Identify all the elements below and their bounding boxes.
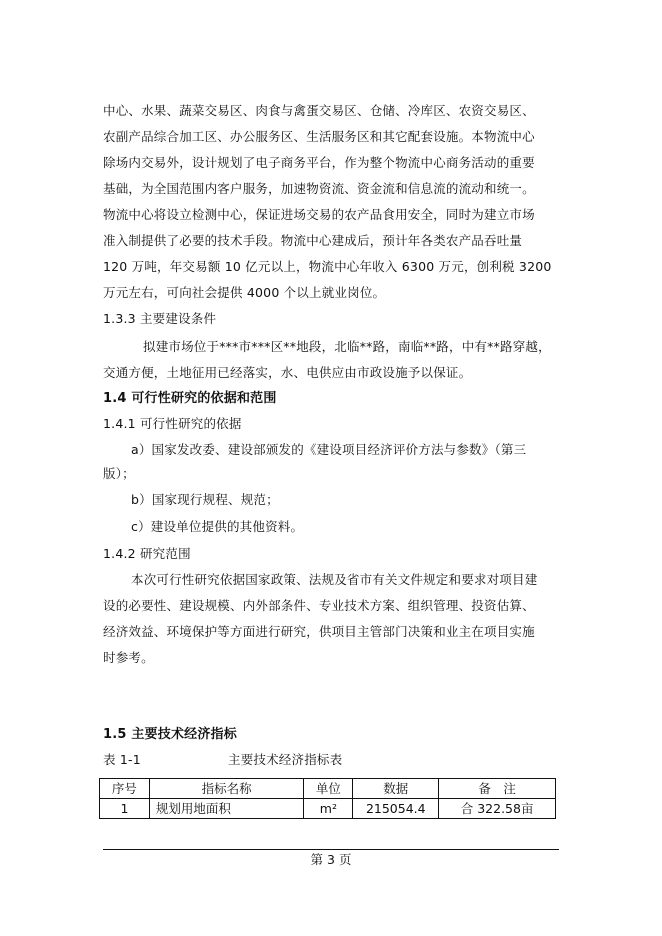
header-remark: 备 注: [439, 779, 556, 799]
paragraph-line: 中心、水果、蔬菜交易区、肉食与禽蛋交易区、仓储、冷库区、农资交易区、: [103, 103, 535, 118]
list-item-continuation: 版）；: [103, 466, 135, 481]
paragraph-line: 万元左右，可向社会提供 4000 个以上就业岗位。: [103, 285, 386, 300]
page-number: 第 3 页: [310, 852, 352, 867]
paragraph-line: 农副产品综合加工区、办公服务区、生活服务区和其它配套设施。本物流中心: [103, 129, 535, 144]
cell-remark: 合 322.58亩: [439, 799, 556, 819]
cell-unit: m²: [304, 799, 353, 819]
subsection-heading-1-4-2: 1.4.2 研究范围: [103, 546, 191, 561]
header-no: 序号: [100, 779, 150, 799]
paragraph-line: 基础，为全国范围内客户服务，加速物资流、资金流和信息流的流动和统一。: [103, 181, 535, 196]
section-heading-1-5: 1.5 主要技术经济指标: [103, 727, 237, 742]
list-item: a）国家发改委、建设部颁发的《建设项目经济评价方法与参数》（第三: [131, 442, 527, 457]
metrics-table: [99, 778, 556, 819]
paragraph-line: 时参考。: [103, 650, 154, 665]
paragraph-line: 交通方便，土地征用已经落实，水、电供应由市政设施予以保证。: [103, 365, 472, 380]
cell-value: 215054.4: [353, 799, 439, 819]
table-row: [100, 799, 556, 819]
list-item: b）国家现行规程、规范；: [131, 492, 279, 507]
table-caption-number: 表 1-1: [103, 752, 141, 767]
subsection-heading-1-3-3: 1.3.3 主要建设条件: [103, 311, 217, 326]
paragraph-line: 除场内交易外，设计规划了电子商务平台，作为整个物流中心商务活动的重要: [103, 155, 535, 170]
paragraph-line: 经济效益、环境保护等方面进行研究，供项目主管部门决策和业主在项目实施: [103, 624, 535, 639]
cell-no: 1: [100, 799, 150, 819]
paragraph-line: 拟建市场位于***市***区**地段，北临**路，南临**路，中有**路穿越，: [143, 339, 551, 354]
footer-divider: [103, 849, 559, 850]
header-unit: 单位: [304, 779, 353, 799]
table-caption-title: 主要技术经济指标表: [228, 752, 343, 767]
table-header-row: [100, 779, 556, 799]
cell-name: 规划用地面积: [149, 799, 304, 819]
paragraph-line: 设的必要性、建设规模、内外部条件、专业技术方案、组织管理、投资估算、: [103, 598, 535, 613]
paragraph-line: 120 万吨，年交易额 10 亿元以上，物流中心年收入 6300 万元，创利税 3200: [103, 259, 552, 274]
subsection-heading-1-4-1: 1.4.1 可行性研究的依据: [103, 416, 242, 431]
paragraph-line: 物流中心将设立检测中心，保证进场交易的农产品食用安全，同时为建立市场: [103, 207, 535, 222]
header-name: 指标名称: [149, 779, 304, 799]
list-item: c）建设单位提供的其他资料。: [131, 519, 304, 534]
section-heading-1-4: 1.4 可行性研究的依据和范围: [103, 391, 277, 406]
header-value: 数据: [353, 779, 439, 799]
paragraph-line: 本次可行性研究依据国家政策、法规及省市有关文件规定和要求对项目建: [131, 572, 538, 587]
paragraph-line: 准入制提供了必要的技术手段。物流中心建成后，预计年各类农产品吞吐量: [103, 233, 523, 248]
